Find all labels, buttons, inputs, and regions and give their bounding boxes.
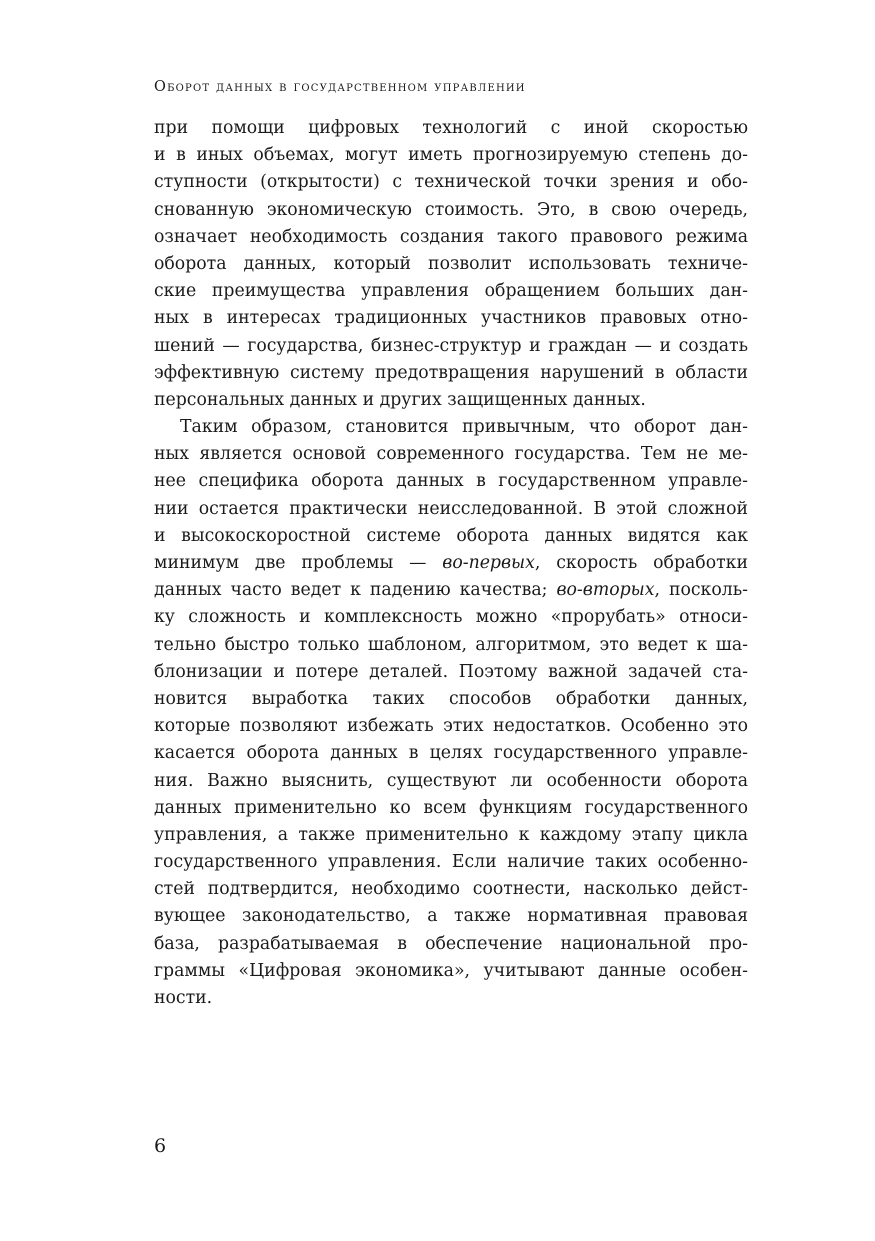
text-line: база, разрабатываемая в обеспечение национальной про- <box>154 933 748 954</box>
text-line: Таким образом, становится привычным, что оборот дан- <box>180 417 748 438</box>
text-run: данных часто ведет к падению качества; <box>154 580 557 601</box>
text-line: шений — государства, бизнес-структур и граждан — и создать <box>154 335 748 356</box>
text-line: персональных данных и других защищенных данных. <box>154 389 646 410</box>
text-line <box>154 550 748 577</box>
text-line: при помощи цифровых технологий с иной скоростью <box>154 118 748 138</box>
emphasis: во-вторых <box>556 580 655 601</box>
text-line: ступности (открытости) с технической точки зрения и обо- <box>154 172 748 193</box>
text-line: новится выработка таких способов обработки данных, <box>154 688 748 709</box>
text-run: , посколь- <box>654 580 748 601</box>
body-text <box>154 115 748 1012</box>
text-line: данных применительно ко всем функциям государственного <box>154 797 748 818</box>
text-line: снованную экономическую стоимость. Это, в свою очередь, <box>154 199 748 220</box>
running-head: Оборот данных в государственном управлении <box>154 79 526 95</box>
text-line: и высокоскоростной системе оборота данных видятся как <box>154 525 748 546</box>
text-line: ния. Важно выяснить, существуют ли особенности оборота <box>154 770 748 791</box>
text-line <box>154 577 748 604</box>
paragraph <box>154 414 748 1012</box>
text-line: ности. <box>154 988 213 1008</box>
text-line: управления, а также применительно к каждому этапу цикла <box>154 824 748 845</box>
text-line: ных в интересах традиционных участников правовых отно- <box>154 308 748 329</box>
text-line: вующее законодательство, а также нормативная правовая <box>154 906 748 927</box>
text-run: минимум две проблемы — <box>154 553 443 573</box>
text-line: означает необходимость создания такого правового режима <box>154 226 748 247</box>
text-line: ские преимущества управления обращением больших дан- <box>154 281 748 302</box>
text-line: нее специфика оборота данных в государственном управле- <box>154 471 748 492</box>
text-run: , скорость обработки <box>534 553 748 573</box>
text-line: государственного управления. Если наличие таких особенно- <box>154 852 748 873</box>
text-line: граммы «Цифровая экономика», учитывают данные особен- <box>154 960 748 981</box>
text-line: ных является основой современного государства. Тем не ме- <box>154 444 748 465</box>
page-number: 6 <box>154 1135 167 1157</box>
text-line: которые позволяют избежать этих недостатков. Особенно это <box>154 716 748 737</box>
text-line: стей подтвердится, необходимо соотнести, насколько дейст- <box>154 879 748 900</box>
text-line: касается оборота данных в целях государственного управле- <box>154 743 748 764</box>
text-line: нии остается практически неисследованной. В этой сложной <box>154 498 748 519</box>
emphasis: во-первых <box>442 553 535 573</box>
text-line: оборота данных, который позволит использовать техниче- <box>154 253 748 274</box>
text-line: тельно быстро только шаблоном, алгоритмом, это ведет к ша- <box>154 634 748 655</box>
text-line: и в иных объемах, могут иметь прогнозируемую степень до- <box>154 145 748 166</box>
text-line: ку сложность и комплексность можно «прорубать» относи- <box>154 607 748 628</box>
paragraph <box>154 115 748 414</box>
text-line: эффективную систему предотвращения нарушений в области <box>154 362 748 383</box>
text-line: блонизации и потере деталей. Поэтому важной задачей ста- <box>154 661 748 682</box>
